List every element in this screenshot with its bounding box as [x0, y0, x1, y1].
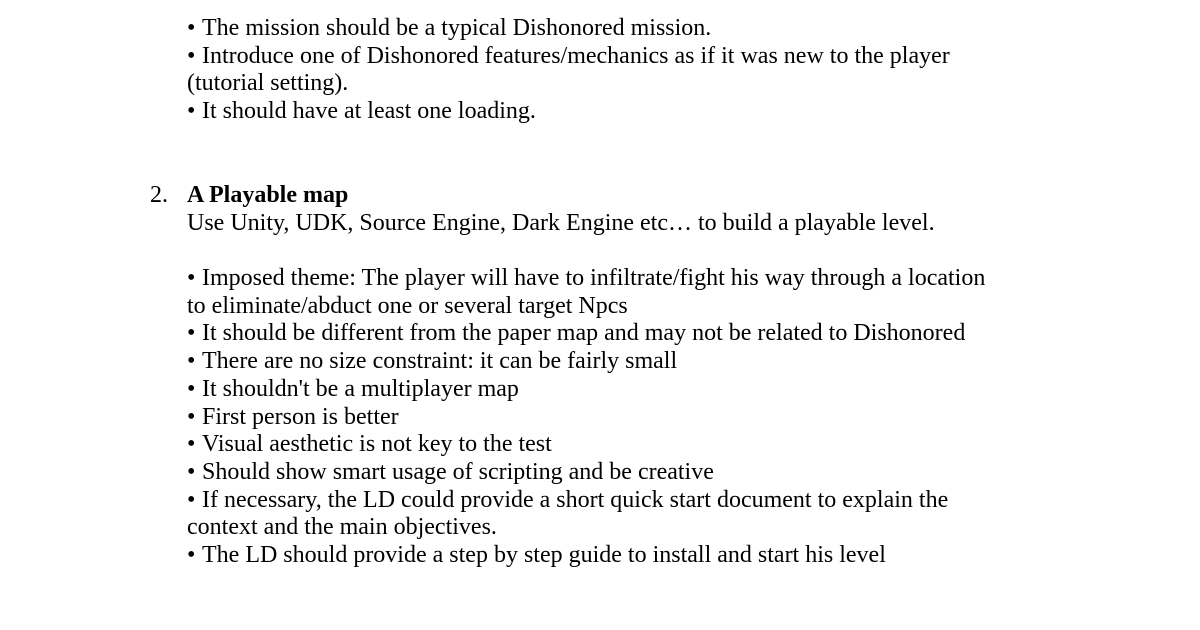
list-item [187, 265, 1067, 320]
list-item [187, 98, 1067, 126]
list-item [187, 320, 1067, 348]
list-item [187, 348, 1067, 376]
list-item-text: It shouldn't be a multiplayer map [202, 375, 519, 402]
list-item [187, 459, 1067, 487]
list-item-text: The LD should provide a step by step guide to install and start his level [202, 542, 886, 569]
section-description: Use Unity, UDK, Source Engine, Dark Engine etc… to build a playable level. [187, 210, 935, 236]
list-item [187, 15, 1067, 43]
bullet-icon: • [187, 375, 196, 402]
list-item-text-continued: to eliminate/abduct one or several target Npcs [187, 292, 628, 319]
list-item-text-continued: (tutorial setting). [187, 70, 349, 97]
list-item [187, 404, 1067, 432]
bullet-icon: • [187, 42, 196, 69]
list-item-text-continued: context and the main objectives. [187, 514, 497, 541]
bullet-icon: • [187, 348, 196, 375]
bullet-icon: • [187, 98, 196, 125]
list-item-text: It should be different from the paper map and may not be related to Dishonored [202, 320, 966, 347]
list-item-text: It should have at least one loading. [202, 98, 536, 125]
bullet-icon: • [187, 403, 196, 430]
bullet-icon: • [187, 458, 196, 485]
list-item [187, 487, 1067, 542]
bullet-icon: • [187, 15, 196, 41]
list-item-text: First person is better [202, 403, 399, 430]
bullet-icon: • [187, 486, 196, 513]
list-item-text: Visual aesthetic is not key to the test [202, 431, 552, 458]
bullet-icon: • [187, 320, 196, 347]
list-item [187, 376, 1067, 404]
list-item-text: Should show smart usage of scripting and be creative [202, 458, 714, 485]
bullet-icon: • [187, 265, 196, 291]
section-number: 2. [150, 182, 168, 208]
top-bullet-list [187, 15, 1067, 126]
list-item-text: Introduce one of Dishonored features/mechanics as if it was new to the player [202, 42, 950, 69]
bullet-icon: • [187, 542, 196, 569]
list-item-text: Imposed theme: The player will have to infiltrate/fight his way through a location [202, 265, 986, 291]
bottom-bullet-list [187, 265, 1067, 570]
list-item [187, 43, 1067, 98]
list-item-text: If necessary, the LD could provide a short quick start document to explain the [202, 486, 949, 513]
list-item-text: There are no size constraint: it can be fairly small [202, 348, 678, 375]
list-item-text: The mission should be a typical Dishonored mission. [202, 15, 712, 41]
list-item [187, 542, 1067, 570]
section-title: A Playable map [187, 182, 349, 208]
list-item [187, 431, 1067, 459]
bullet-icon: • [187, 431, 196, 458]
